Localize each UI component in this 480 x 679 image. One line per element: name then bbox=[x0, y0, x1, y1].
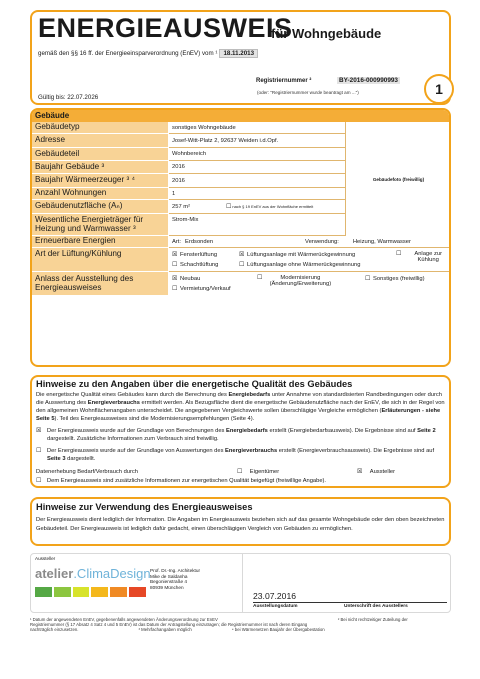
valid-until: Gültig bis: 22.07.2026 bbox=[38, 94, 99, 101]
logo-color-bars bbox=[35, 587, 146, 597]
issuer-section bbox=[30, 553, 451, 613]
row-label: Anlass der Ausstellung des Energieausweises bbox=[32, 272, 168, 296]
regulation-line: gemäß den §§ 16 ff. der Energieeinsparverordnung (EnEV) vom ¹ 18.11.2013 bbox=[38, 50, 258, 57]
renewable-row bbox=[32, 236, 449, 248]
checkbox-icon[interactable]: ☒ bbox=[36, 428, 42, 434]
document-title-suffix: für Wohngebäude bbox=[271, 26, 382, 41]
footnotes: ¹ Datum der angewendeten EnEV, gegebenenfalls angewendeten Änderungsverordnung zur EnEV ² Bei nicht rechtzeitiger Zuteilung der Registriernummer (§ 17 Absatz 4 Satz 4 und 5 EnEV) ist das Datum der Antragstellung einzutragen; die Registriernummer ist nach deren Eingang nachträglich einzusetzen. ³ Mehrfachangaben möglich ⁴ bei Wärmenetzen Baujahr der Übergabestation bbox=[30, 617, 408, 633]
building-photo-placeholder: Gebäudefoto (freiwillig) bbox=[345, 122, 451, 236]
attachment-line: ☐ Dem Energieausweis sind zusätzliche Informationen zur energetischen Qualität beigefügt (freiwillige Angabe). bbox=[36, 478, 327, 484]
signature-line bbox=[253, 602, 447, 603]
page-number-badge: 1 bbox=[424, 74, 454, 104]
issue-date-label: Ausstellungsdatum bbox=[253, 604, 298, 609]
color-bar bbox=[129, 587, 146, 597]
occasion-row bbox=[32, 272, 449, 296]
building-section bbox=[30, 108, 451, 367]
checkbox-icon[interactable]: ☒ bbox=[239, 252, 245, 258]
color-bar bbox=[73, 587, 90, 597]
demand-option: ☒ Der Energieausweis wurde auf der Grundlage von Berechnungen des Energiebedarfs erstellt (Energiebedarfsausweis). Die Ergebnisse sind auf Seite 2 dargestellt. Zusätzliche Informationen zum Verbrauch sind freiwillig. bbox=[36, 428, 436, 442]
registration-label: Registriernummer ² bbox=[256, 78, 312, 84]
color-bar bbox=[110, 587, 127, 597]
row-value: Wohnbereich bbox=[169, 148, 345, 161]
row-value: sonstiges Wohngebäude bbox=[169, 122, 345, 134]
row-value: 1 bbox=[169, 188, 345, 200]
issue-date: 23.07.2016 bbox=[253, 591, 297, 601]
row-label: Art der Lüftung/Kühlung bbox=[32, 248, 168, 272]
checkbox-icon[interactable]: ☐ bbox=[226, 204, 232, 210]
building-section-title: Gebäude bbox=[32, 110, 449, 122]
checkbox-icon[interactable]: ☐ bbox=[237, 469, 243, 475]
row-label: Adresse bbox=[32, 134, 168, 148]
row-label: Gebäudeteil bbox=[32, 148, 168, 161]
row-label: Wesentliche Energieträger für Heizung und Warmwasser ³ bbox=[32, 214, 168, 236]
color-bar bbox=[91, 587, 108, 597]
checkbox-icon[interactable]: ☐ bbox=[257, 275, 263, 281]
data-collection-line: Datenerhebung Bedarf/Verbrauch durch ☐ Eigentümer ☒ Aussteller bbox=[36, 469, 396, 475]
row-label: Anzahl Wohnungen bbox=[32, 188, 168, 200]
checkbox-icon[interactable]: ☐ bbox=[172, 262, 178, 268]
checkbox-icon[interactable]: ☒ bbox=[172, 276, 178, 282]
certificate-header bbox=[30, 10, 451, 105]
checkbox-icon[interactable]: ☐ bbox=[36, 448, 42, 454]
issuer-label: Aussteller bbox=[35, 556, 56, 561]
row-value: ☒ Neubau ☐ Modernisierung (Änderung/Erweiterung) ☐ Sonstiges (freiwillig) ☐ Vermietung/Verkauf bbox=[172, 275, 425, 292]
checkbox-icon[interactable]: ☒ bbox=[172, 252, 178, 258]
row-value: Strom-Mix bbox=[169, 214, 345, 236]
usage-text: Der Energieausweis dient lediglich der Information. Die Angaben im Energieausweis beziehen sich auf das gesamte Wohngebäude oder den oben bezeichneten Gebäudeteil. Der Energieausweis ist lediglich dafür gedacht, einen überschlägigen Vergleich von Gebäuden zu ermöglichen. bbox=[36, 517, 445, 532]
checkbox-icon[interactable]: ☐ bbox=[365, 276, 371, 282]
energy-quality-notes bbox=[30, 375, 451, 488]
usage-notes bbox=[30, 497, 451, 546]
consumption-option: ☐ Der Energieausweis wurde auf der Grundlage von Auswertungen des Energieverbrauchs erstellt (Energieverbrauchsausweis). Die Ergebnisse sind auf Seite 3 dargestellt. bbox=[36, 448, 435, 462]
checkbox-icon[interactable]: ☒ bbox=[357, 469, 363, 475]
registration-note: (oder: "Registriernummer wurde beantragt am ...") bbox=[257, 90, 359, 95]
row-label: Baujahr Wärmeerzeuger ³ ⁴ bbox=[32, 174, 168, 188]
ventilation-row bbox=[32, 248, 449, 272]
row-value: 2016 bbox=[169, 174, 345, 188]
signature-label: Unterschrift des Ausstellers bbox=[344, 604, 408, 609]
row-label: Erneuerbare Energien bbox=[32, 236, 168, 248]
notes-title: Hinweise zu den Angaben über die energetische Qualität des Gebäudes bbox=[36, 379, 353, 389]
registration-number: BY-2016-000990993 bbox=[339, 77, 398, 84]
document-title: ENERGIEAUSWEIS bbox=[38, 13, 293, 43]
checkbox-icon[interactable]: ☐ bbox=[36, 478, 42, 484]
usage-title: Hinweise zur Verwendung des Energieausweises bbox=[36, 502, 253, 512]
checkbox-icon[interactable]: ☐ bbox=[172, 286, 178, 292]
color-bar bbox=[54, 587, 71, 597]
row-label: Gebäudetyp bbox=[32, 122, 168, 134]
row-label: Baujahr Gebäude ³ bbox=[32, 161, 168, 174]
checkbox-icon[interactable]: ☐ bbox=[239, 262, 245, 268]
row-label: Gebäudenutzfläche (Aₙ) bbox=[32, 200, 168, 214]
enev-date: 18.11.2013 bbox=[219, 49, 258, 58]
issuer-logo: atelier.ClimaDesign bbox=[35, 566, 151, 581]
checkbox-label: nach § 19 EnEV aus der Wohnfläche ermittelt bbox=[232, 204, 314, 209]
checkbox-icon[interactable]: ☐ bbox=[396, 251, 402, 257]
issuer-address: Prof. Dr.-Ing. Architektur Mike de Saldanha Begonienstraße 4 80939 München bbox=[150, 568, 201, 590]
row-value: Art: Erdsonden Verwendung: Heizung, Warmwasser bbox=[169, 236, 451, 248]
row-value: Josef-Witt-Platz 2, 92637 Weiden i.d.Opf. bbox=[169, 134, 345, 148]
divider bbox=[242, 554, 243, 612]
color-bar bbox=[35, 587, 52, 597]
row-value: ☒ Fensterlüftung ☒ Lüftungsanlage mit Wärmerückgewinnung ☐ Anlage zur Kühlung ☐ Schachtlüftung ☐ Lüftungsanlage ohne Wärmerückgewinnung bbox=[169, 248, 451, 272]
row-value: 257 m² ☐ nach § 19 EnEV aus der Wohnfläche ermittelt bbox=[169, 200, 345, 214]
notes-paragraph: Die energetische Qualität eines Gebäudes kann durch die Berechnung des Energiebedarfs unter Annahme von standardisierten Randbedingungen oder durch die Auswertung des Energieverbrauchs ermittelt werden. Als Bezugsfläche dient die energetische Gebäudenutzfläche nach der EnEV, die sich in der Regel von den allgemeinen Wohnflächenangaben unterscheidet. Die angegebenen Vergleichswerte sollen überschlägige Vergleiche ermöglichen (Erläuterungen - siehe Seite 5). Teil des Energieausweises sind die Modernisierungsempfehlungen (Seite 4). bbox=[36, 392, 445, 422]
row-value: 2016 bbox=[169, 161, 345, 174]
